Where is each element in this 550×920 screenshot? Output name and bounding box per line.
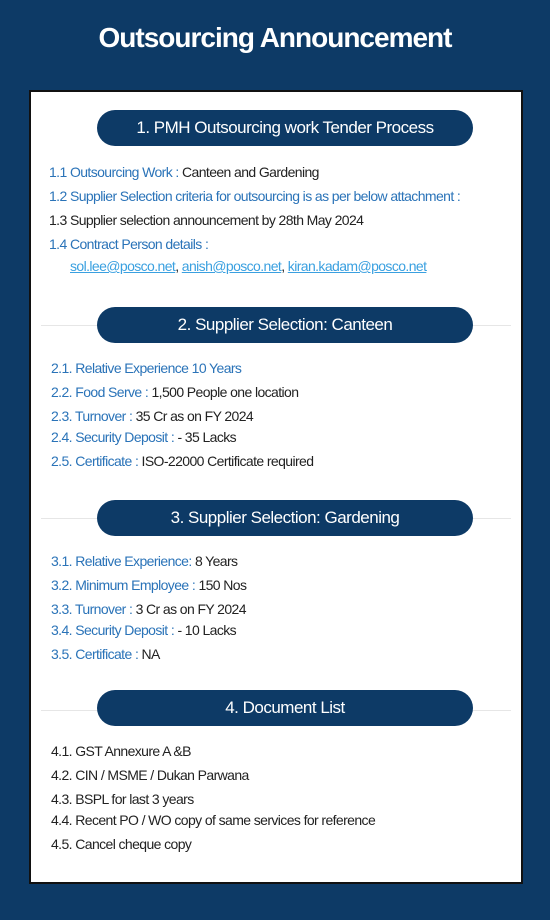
item-value: 4.2. CIN / MSME / Dukan Parwana [51,767,249,783]
item-value: - 10 Lacks [177,622,237,638]
item-value: 4.4. Recent PO / WO copy of same services for reference [51,812,376,828]
item-value: 4.1. GST Annexure A &B [51,743,191,759]
item-value: 150 Nos [198,577,247,593]
list-item [51,601,246,617]
list-item [51,743,191,759]
list-item [51,646,160,662]
item-value: 1,500 People one location [151,384,299,400]
item-label: 1.1 Outsourcing Work : [49,164,183,180]
item-value: 4.5. Cancel cheque copy [51,836,192,852]
list-item [51,384,298,400]
list-item [51,767,249,783]
item-value: 8 Years [194,553,238,569]
item-value: 1.3 Supplier selection announcement by 28th May 2024 [49,212,364,228]
item-label: 2.2. Food Serve : [51,384,152,400]
separator: , [281,258,288,274]
announcement-card [29,90,523,884]
item-label: 2.3. Turnover : [51,408,136,424]
list-item [51,408,253,424]
item-value: 3 Cr as on FY 2024 [135,601,246,617]
item-label: 1.2 Supplier Selection criteria for outsourcing is as per below attachment : [49,188,461,204]
item-label: 3.3. Turnover : [51,601,136,617]
item-label: 3.4. Security Deposit : [51,622,178,638]
list-item [49,212,363,228]
list-item [51,429,236,445]
item-value: 35 Cr as on FY 2024 [135,408,254,424]
email-link-sol-lee[interactable]: sol.lee@posco.net [70,258,176,274]
list-item [51,453,313,469]
item-label: 3.5. Certificate : [51,646,142,662]
list-item [51,812,375,828]
item-value: ISO-22000 Certificate required [141,453,314,469]
item-value: NA [141,646,160,662]
email-link-anish[interactable]: anish@posco.net [181,258,282,274]
item-value: Canteen and Gardening [182,164,319,180]
list-item [49,188,460,204]
section-header-gardening: 3. Supplier Selection: Gardening [97,500,473,536]
separator: , [175,258,182,274]
list-item [51,836,191,852]
item-label: 2.4. Security Deposit : [51,429,178,445]
list-item [49,164,319,180]
item-label: 2.1. Relative Experience 10 Years [51,360,242,376]
item-label: 2.5. Certificate : [51,453,142,469]
contact-emails [70,258,426,274]
list-item [51,622,236,638]
item-label: 1.4 Contract Person details : [49,236,209,252]
item-value: 4.3. BSPL for last 3 years [51,791,194,807]
section-header-tender-process: 1. PMH Outsourcing work Tender Process [97,110,473,146]
item-label: 3.1. Relative Experience: [51,553,195,569]
list-item [51,791,194,807]
section-header-document-list: 4. Document List [97,690,473,726]
list-item [51,553,237,569]
list-item [49,236,208,252]
item-value: - 35 Lacks [177,429,237,445]
page-title: Outsourcing Announcement [98,22,452,53]
item-label: 3.2. Minimum Employee : [51,577,199,593]
list-item [51,577,246,593]
list-item [51,360,241,376]
section-header-canteen: 2. Supplier Selection: Canteen [97,307,473,343]
email-link-kiran-kadam[interactable]: kiran.kadam@posco.net [287,258,427,274]
